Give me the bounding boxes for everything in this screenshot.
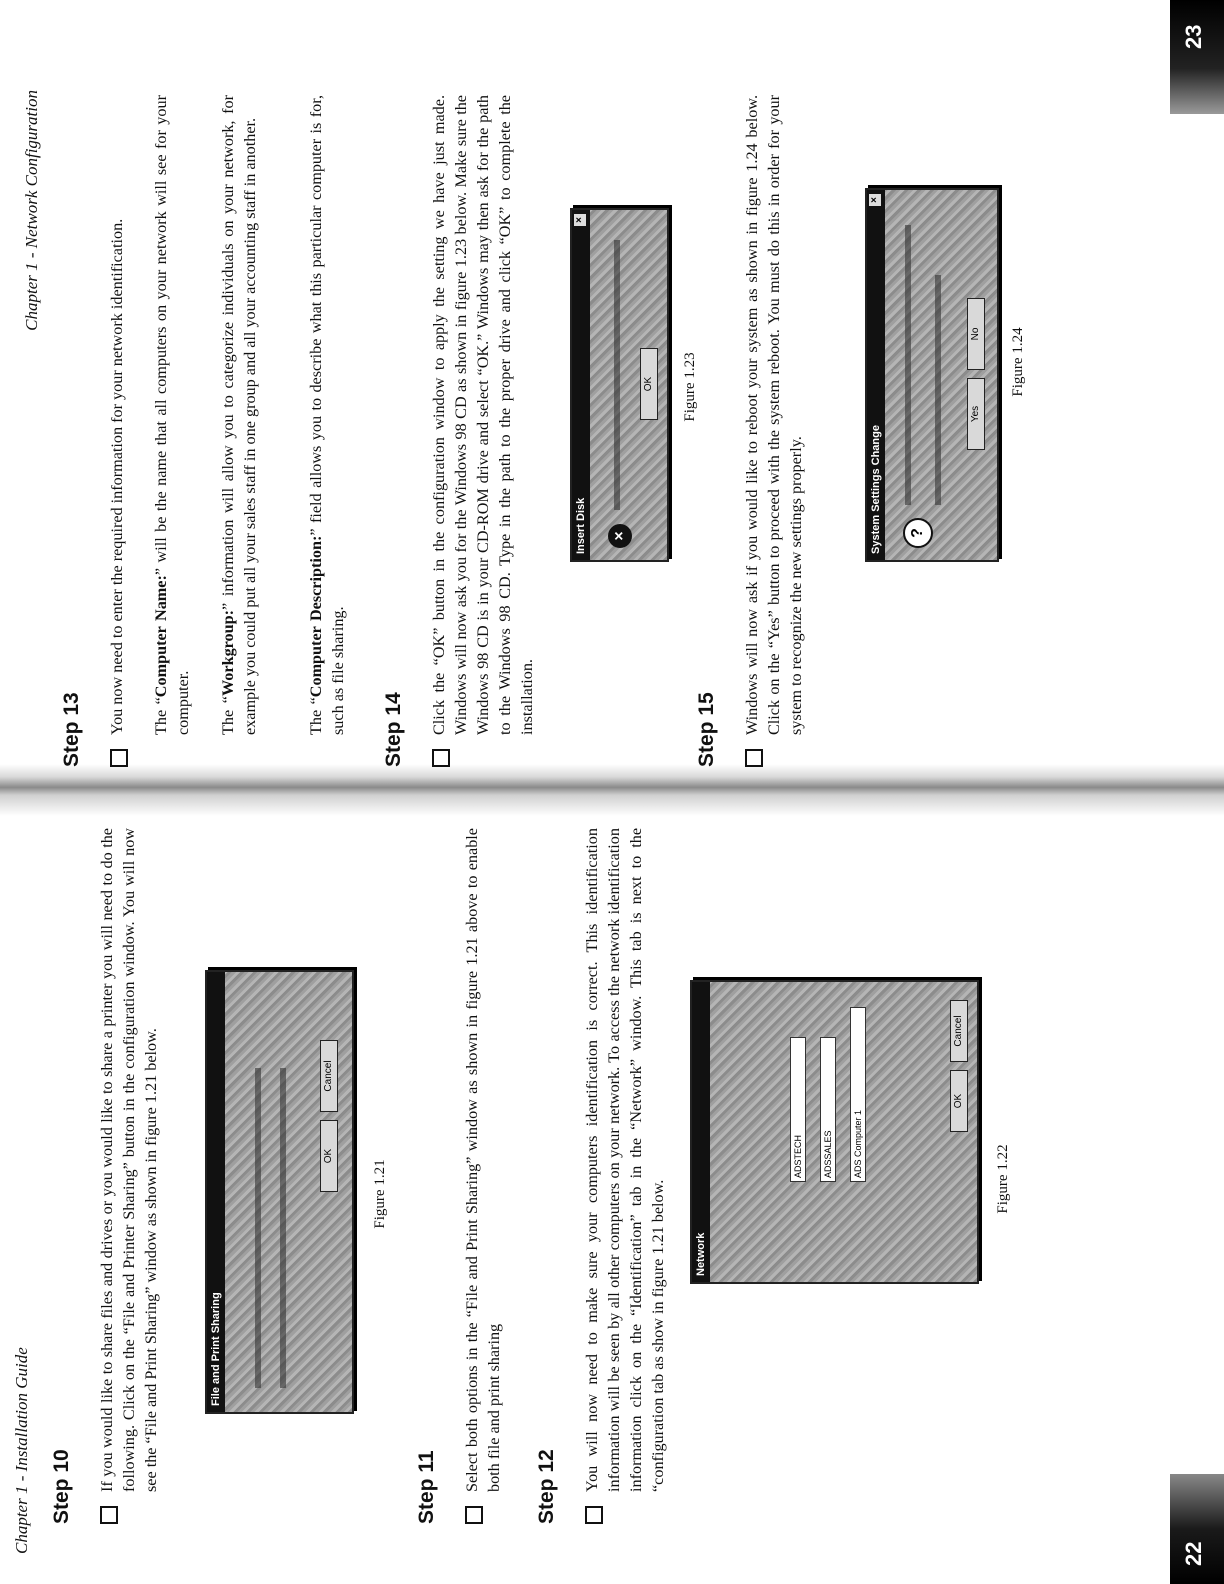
option-line	[255, 1068, 261, 1388]
text-run: ” information will allow you to categorize individuals on your network, for example you could put all your sales staff in one group and all your accounting staff in another.	[219, 95, 259, 735]
step-15-heading: Step 15	[695, 692, 718, 767]
step-11-heading: Step 11	[415, 1450, 438, 1524]
window-title: Network	[695, 1232, 707, 1276]
text-run: The “	[307, 697, 325, 735]
checkbox-bullet-icon	[465, 1506, 483, 1524]
figure-1-21-screenshot	[205, 970, 354, 1414]
step-11-text: Select both options in the “File and Print Sharing” window as shown in figure 1.21 above to enable both file and print sharing	[463, 828, 503, 1492]
folio-band-left	[1170, 1474, 1224, 1584]
step-13-heading: Step 13	[60, 692, 83, 767]
ok-button: OK	[950, 1070, 968, 1132]
message-line	[614, 240, 620, 510]
term-computer-description: Computer Description:	[307, 535, 325, 698]
text-run: ” field allows you to describe what this particular computer is for, such as file sharing.	[307, 95, 347, 735]
window-body	[225, 972, 352, 1412]
figure-1-22-caption: Figure 1.22	[995, 1144, 1011, 1214]
computer-name-paragraph	[150, 95, 194, 735]
window-body	[590, 210, 667, 560]
ok-button: OK	[640, 348, 658, 420]
close-icon: ×	[869, 194, 881, 206]
text-run: The “	[152, 697, 170, 735]
computer-description-paragraph	[305, 95, 349, 735]
cancel-button: Cancel	[950, 1000, 968, 1062]
step-14-text: Click the “OK” button in the configuration window to apply the setting we have just made. Windows will now ask you for the Windows 98 CD as shown in figure 1.23 below. Make sure the Windows 98 CD is in your CD-ROM drive and select “OK.” Windows may then ask for the path to the Windows 98 CD. Type in the path to the proper drive and click “OK” to complete the installation.	[430, 95, 536, 735]
text-run: ” will be the name that all computers on your network will see for your computer.	[152, 95, 192, 735]
text-run: The “	[219, 696, 237, 735]
computer-description-field: ADS Computer 1	[850, 1007, 866, 1182]
term-workgroup: Workgroup:	[219, 609, 237, 696]
close-icon: ×	[574, 214, 586, 226]
window-body	[710, 982, 977, 1282]
window-title: Insert Disk	[575, 497, 587, 554]
figure-1-23-screenshot	[570, 208, 669, 562]
window-body	[885, 190, 997, 560]
step-14-heading: Step 14	[382, 692, 405, 767]
workgroup-field: ADSSALES	[820, 1037, 836, 1182]
step-12-text: You will now need to make sure your computers identification is correct. This identification information will be seen by all other computers on your network. To access the network identification information click on the “Identification” tab in the “Network” window. This tab is next to the “configuration tab as show in figure 1.21 below.	[583, 828, 667, 1492]
figure-1-23-caption: Figure 1.23	[682, 352, 698, 422]
running-head-right: Chapter 1 - Network Configuration	[22, 90, 41, 331]
checkbox-bullet-icon	[432, 749, 450, 767]
figure-1-24-caption: Figure 1.24	[1010, 327, 1026, 397]
checkbox-bullet-icon	[585, 1506, 603, 1524]
window-titlebar	[692, 982, 710, 1282]
workgroup-paragraph	[217, 95, 261, 735]
page-number-right: 23	[1181, 24, 1206, 49]
checkbox-bullet-icon	[100, 1506, 118, 1524]
checkbox-bullet-icon	[110, 749, 128, 767]
figure-1-21-caption: Figure 1.21	[372, 1159, 388, 1229]
term-computer-name: Computer Name:	[152, 575, 170, 698]
window-titlebar	[207, 972, 225, 1412]
page-number-left: 22	[1181, 1541, 1206, 1566]
option-line	[280, 1068, 286, 1388]
yes-button: Yes	[967, 378, 985, 450]
computer-name-field: ADSTECH	[790, 1037, 806, 1182]
step-15-text: Windows will now ask if you would like to reboot your system as shown in figure 1.24 below. Click on the “Yes” button to proceed with the system reboot. You must do this in order for your system to recognize the new settings properly.	[743, 95, 805, 735]
figure-1-24-screenshot	[865, 188, 999, 562]
running-head-left: Chapter 1 - Installation Guide	[12, 1347, 31, 1554]
step-10-text: If you would like to share files and drives or you would like to share a printer you will need to do the following. Click on the “File and Printer Sharing” button in the configuration window. You will now see the “File and Print Sharing” window as shown in figure 1.21 below.	[98, 828, 160, 1492]
window-title: File and Print Sharing	[210, 1292, 222, 1406]
message-line	[905, 225, 911, 505]
folio-band-right	[1170, 0, 1224, 114]
checkbox-bullet-icon	[745, 749, 763, 767]
question-icon: ?	[903, 518, 933, 548]
no-button: No	[967, 298, 985, 370]
step-12-heading: Step 12	[535, 1449, 558, 1524]
left-page	[0, 792, 1224, 1584]
ok-button: OK	[320, 1120, 338, 1192]
window-titlebar	[572, 210, 590, 560]
window-title: System Settings Change	[870, 425, 882, 554]
cancel-button: Cancel	[320, 1040, 338, 1112]
message-line	[935, 275, 941, 505]
figure-1-22-screenshot	[690, 980, 979, 1284]
step-13-text: You now need to enter the required information for your network identification.	[108, 218, 126, 735]
error-icon: ×	[608, 524, 632, 548]
step-10-heading: Step 10	[50, 1449, 73, 1524]
window-titlebar	[867, 190, 885, 560]
